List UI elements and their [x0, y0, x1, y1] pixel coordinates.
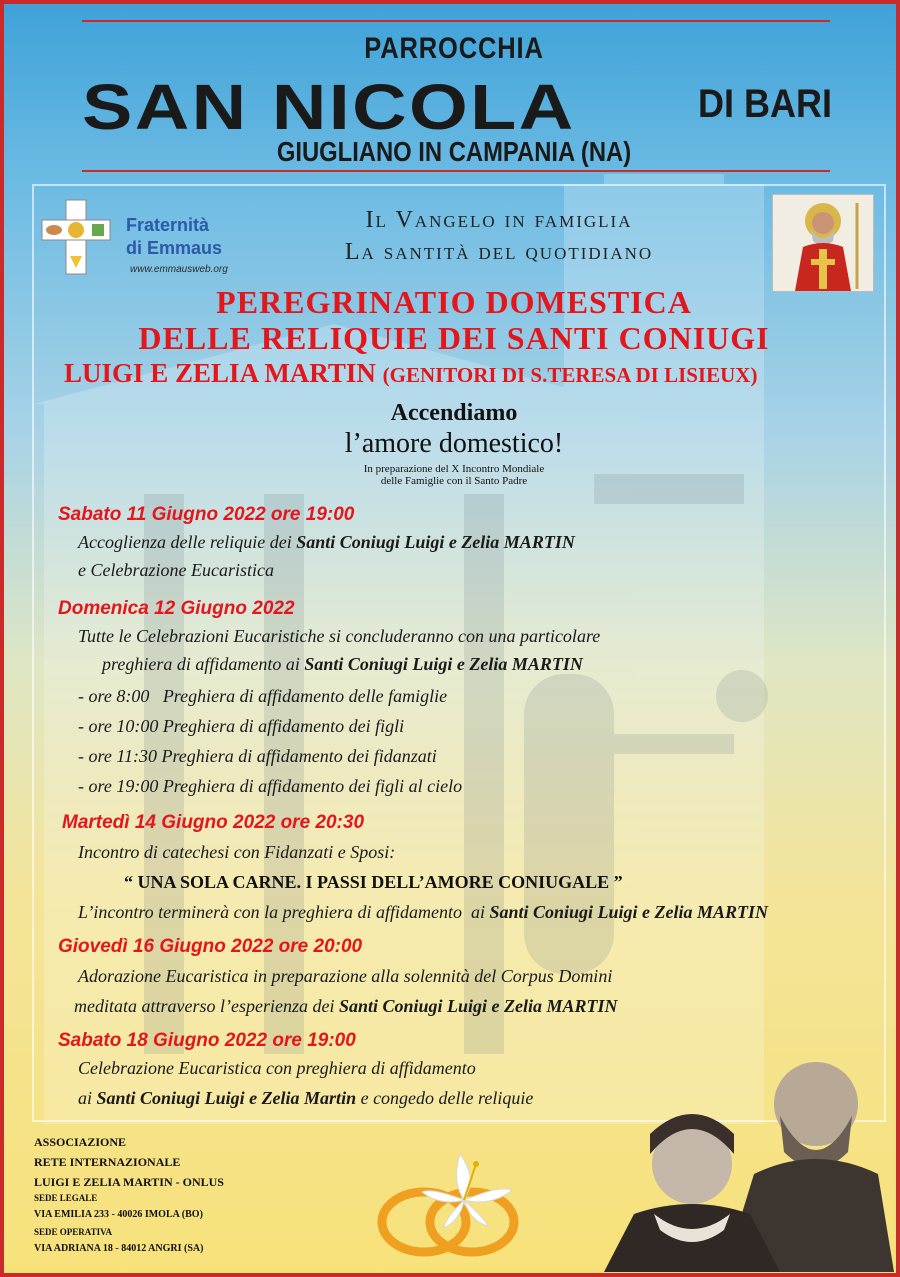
- preparation-line1: In preparazione del X Incontro Mondiale: [363, 463, 545, 475]
- event2-line2-saints: Santi Coniugi Luigi e Zelia MARTIN: [304, 654, 583, 674]
- parish-label: PARROCCHIA: [364, 32, 544, 65]
- martin-couple-photo: [594, 1034, 894, 1272]
- association-line2: RETE INTERNAZIONALE: [34, 1155, 181, 1169]
- event3-quote: “ UNA SOLA CARNE. I PASSI DELL’AMORE CONIUGALE ”: [124, 872, 623, 892]
- event2-line1: Tutte le Celebrazioni Eucaristiche si concluderanno con una particolare: [78, 626, 601, 646]
- event2-date: Domenica 12 Giugno 2022: [58, 598, 295, 619]
- emmaus-name-line1: Fraternità: [126, 215, 210, 235]
- event3-line3-saints: Santi Coniugi Luigi e Zelia MARTIN: [489, 902, 769, 922]
- church-name-suffix: DI BARI: [698, 82, 833, 126]
- event5-line2-saints: Santi Coniugi Luigi e Zelia Martin: [96, 1088, 357, 1108]
- title-peregrinatio: PEREGRINATIO DOMESTICA: [216, 284, 692, 320]
- slogan-accendiamo: Accendiamo: [390, 400, 518, 426]
- association-block: [34, 1132, 224, 1260]
- event1-line1-saints: Santi Coniugi Luigi e Zelia MARTIN: [296, 532, 575, 552]
- wedding-rings-lily-logo: [364, 1144, 534, 1264]
- event1-date: Sabato 11 Giugno 2022 ore 19:00: [58, 504, 355, 525]
- event2-schedule-2: - ore 10:00 Preghiera di affidamento dei figli: [78, 716, 405, 736]
- sede-operativa-address: VIA ADRIANA 18 - 84012 ANGRI (SA): [34, 1243, 204, 1254]
- title-martin: [64, 358, 757, 389]
- event1-line2: e Celebrazione Eucaristica: [78, 560, 274, 580]
- slogan-amore: l’amore domestico!: [344, 428, 564, 459]
- vangelo-line2: La santità del quotidiano: [344, 239, 654, 265]
- event5-date: Sabato 18 Giugno 2022 ore 19:00: [58, 1030, 356, 1051]
- event2-schedule-3: - ore 11:30 Preghiera di affidamento dei fidanzati: [78, 746, 437, 766]
- title-martin-names: LUIGI E ZELIA MARTIN: [64, 358, 376, 388]
- sede-legale-label: SEDE LEGALE: [34, 1193, 98, 1203]
- association-line3: LUIGI E ZELIA MARTIN - ONLUS: [34, 1175, 224, 1189]
- top-red-rule: [82, 20, 830, 22]
- church-name: SAN NICOLA: [82, 71, 576, 143]
- event2-schedule-1: - ore 8:00 Preghiera di affidamento delle famiglie: [78, 686, 448, 706]
- event2-line2: [102, 654, 583, 675]
- event5-line1: Celebrazione Eucaristica con preghiera di affidamento: [78, 1058, 476, 1078]
- slogan-preparation: [4, 463, 900, 487]
- event3-line1: Incontro di catechesi con Fidanzati e Sposi:: [78, 842, 396, 862]
- event1-line1-text: Accoglienza delle reliquie dei: [78, 532, 297, 552]
- event2-schedule-4: - ore 19:00 Preghiera di affidamento dei figli al cielo: [78, 776, 463, 796]
- event2-line2-text: preghiera di affidamento ai: [102, 654, 305, 674]
- city-label: GIUGLIANO IN CAMPANIA (NA): [276, 136, 632, 167]
- event1-line1: [78, 532, 575, 553]
- church-name-row: [82, 70, 832, 144]
- header-red-rule: [82, 170, 830, 172]
- sede-legale-address: VIA EMILIA 233 - 40026 IMOLA (BO): [34, 1209, 203, 1220]
- event3-line3: [78, 902, 768, 923]
- event5-line2: [78, 1088, 533, 1109]
- preparation-line2: delle Famiglie con il Santo Padre: [380, 475, 528, 487]
- event4-date: Giovedì 16 Giugno 2022 ore 20:00: [58, 936, 363, 957]
- vangelo-line1: Il Vangelo in famiglia: [365, 207, 633, 233]
- emmaus-cross-logo: [40, 196, 112, 278]
- event4-line2-text: meditata attraverso l’esperienza dei: [74, 996, 339, 1016]
- event5-line2-prefix: ai: [78, 1088, 97, 1108]
- emmaus-name-line2: di Emmaus: [126, 238, 223, 258]
- event4-line1: Adorazione Eucaristica in preparazione alla solennità del Corpus Domini: [78, 966, 613, 986]
- event4-line2-saints: Santi Coniugi Luigi e Zelia MARTIN: [338, 996, 618, 1016]
- emmaus-name: [126, 214, 222, 260]
- event5-line2-suffix: e congedo delle reliquie: [356, 1088, 534, 1108]
- title-martin-subtitle: (GENITORI DI S.TERESA DI LISIEUX): [382, 363, 758, 387]
- saint-nicholas-portrait: [772, 194, 874, 292]
- vangelo-heading: [244, 204, 754, 268]
- event3-line3-text: L’incontro terminerà con la preghiera di affidamento ai: [78, 902, 490, 922]
- sede-operativa-label: SEDE OPERATIVA: [34, 1227, 112, 1237]
- association-line1: ASSOCIAZIONE: [34, 1135, 127, 1149]
- event4-line2: [74, 996, 618, 1017]
- event3-date: Martedì 14 Giugno 2022 ore 20:30: [62, 812, 365, 833]
- emmaus-website: www.emmausweb.org: [130, 264, 228, 275]
- title-reliquie: DELLE RELIQUIE DEI SANTI CONIUGI: [138, 320, 770, 356]
